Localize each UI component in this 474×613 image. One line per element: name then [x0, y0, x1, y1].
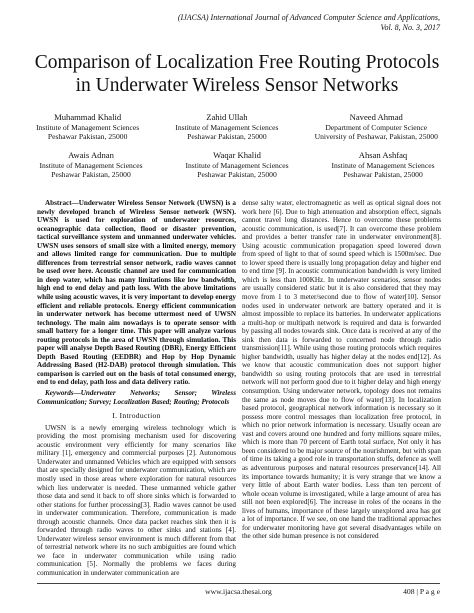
author-location: University of Peshawar, Pakistan, 25000 [314, 132, 438, 142]
page-number: 408 | P a g e [403, 587, 440, 596]
author-location: Peshawar Pakistan, 25000 [51, 169, 131, 179]
author-affiliation: Institute of Management Sciences [36, 123, 140, 132]
author-block [18, 112, 456, 187]
body-paragraph: dense salty water, electromagnetic as well as optical signal does not work here [6]. Due to high attenuation and absorption effect, signals cannot travel long distances. Hence to overcome these problems acoustic communication, is used[7]. It can overcome these problem and provides a better transfer rate in underwater environment[8]. Using acoustic communication propagation speed lowered down from speed of light to that of sound speed which is 1500m/sec. Due to lower speed there is usually long propagation delay and higher end to end time [9]. In acoustic communication bandwidth is very limited which is less than 100KHz. In underwater scenarios, sensor nodes are usually considered static but it is also considered that they may move from 1 to 3 meter/second due to flow of water[10]. Sensor nodes used in underwater network are battery operated and it is almost impossible to replace its batteries. In underwater applications a multi-hop or multipath network is required and data is forwarded by passing all nodes towards sink. Once data is received at any of the sink then data is forwarded to concerned node through radio transmission[11]. While using those routing protocols which requires higher bandwidth, usually has higher delay at the nodes end[12]. As we know that acoustic communication does not support higher bandwidth so using routing protocols that are used in terrestrial network will not perform good due to it higher delay and high energy consumption. Using underwater network, topology does not remains the same as node moves due to flow of water[13]. In localization based protocol, geographical network information is necessary so it possess more control messages than localization free protocol, in which no prior network information is necessary. Usually ocean are vast and covers around one hundred and forty millions square miles, which is more than 70 percent of Earth total surface, Not only it has been considered to be major source of the nourishment, but with span of time its taking a good role in transportation stuffs, defence as well as adventurous purposes and natural resources preservance[14]. All its importance towards humanity; it is very strange that we know a very little of about Earth water bodies. Less than ten percent of whole ocean volume is investigated, while a large amount of area has still not been explored[6]. The increase in roles of the oceans in the lives of humans, importance of these largely unexplored area has got a lot of importance. If we see, on one hand the traditional approaches for underwater monitoring have got several disadvantages while on the other side human presence is not considered [242, 199, 441, 541]
journal-name: (IJACSA) International Journal of Advanced Computer Science and Applications, [177, 13, 440, 22]
author-affiliation: Institute of Management Sciences [185, 160, 289, 170]
abstract: Abstract—Underwater Wireless Sensor Network (UWSN) is a newly developed branch of Wireless Sensor network (WSN). UWSN is used for exploration of underwater resources, oceanographic data collection, flood or disaster prevention, tactical surveillance system and unmanned underwater vehicles. UWSN uses sensors of small size with a limited energy, memory and allows limited range for communication. Due to multiple differences from terrestrial sensor network, radio waves cannot be used over here. Acoustic channel are used for communication in deep water, which has many limitations like low bandwidth, high end to end delay and path loss. With the above limitations while using acoustic waves, it is very important to develop energy efficient and reliable protocols. Energy efficient communication in underwater network has become uttermost need of UWSN technology. The main aim nowadays is to operate sensor with small battery for a longer time. This paper will analyze various routing protocols in the area of UWSN through simulation. This paper will analyse Depth Based Routing (DBR), Energy Efficient Depth Based Routing (EEDBR) and Hop by Hop Dynamic Addressing Based (H2-DAB) protocol through simulation. This comparison is carried out on the basis of total consumed energy, end to end delay, path loss and data delivery ratio. [37, 199, 236, 387]
author-location: Peshawar Pakistan, 25000 [47, 132, 128, 142]
paper-title [20, 51, 454, 97]
author-location: Peshawar Pakistan, 25000 [343, 169, 423, 179]
author-name: Awais Adnan [68, 149, 114, 160]
author-card [185, 150, 288, 180]
author-card [39, 150, 142, 180]
author-name: Zahid Ullah [206, 112, 248, 122]
journal-header [140, 13, 440, 32]
keywords: Keywords—Underwater Networks; Sensor; Wireless Communication; Survey; Localization Based; Routing; Protocols [37, 389, 236, 406]
journal-volume: Vol. 8, No. 3, 2017 [380, 22, 440, 32]
author-row-1 [18, 112, 456, 142]
left-column [37, 199, 236, 578]
author-location: Peshawar Pakistan, 25000 [187, 132, 267, 142]
title-line-1: Comparison of Localization Free Routing Protocols [34, 52, 440, 73]
author-row-2 [18, 150, 456, 180]
author-name: Muhammad Khalid [54, 112, 122, 122]
introduction-paragraph: UWSN is a newly emerging wireless technology which is providing the most promising mechanism used for discovering acoustic environment very efficiently for many scenarios like military [1], emergency and commercial purposes [2]. Autonomous Underwater and unmanned Vehicles which are equipped with sensors that are specially designed for underwater communication, which are mostly used in those areas where exploration for natural resources which lies underwater is needed. These unmanned vehicle gather those data and send it back to off shore sinks which is forwarded to other stations for further processing[3]. Radio waves cannot be used in underwater communication. Therefore, communication is made through acoustic channels. Once data packet reaches sink then it is forwarded through radio waves to other sinks and stations [4]. Underwater wireless sensor environment is much different from that of terrestrial network where its no such ambiguities are found which we face in underwater communication while using radio communication [5]. Normally the problems we faces during communication in underwater communication are [37, 423, 236, 577]
right-column [242, 199, 441, 541]
journal-url[interactable]: www.ijacsa.thesai.org [205, 587, 272, 596]
author-card [175, 112, 278, 142]
author-card [331, 150, 434, 180]
author-affiliation: Institute of Management Sciences [331, 160, 435, 170]
author-card [36, 112, 139, 142]
author-affiliation: Department of Computer Science [325, 123, 428, 132]
author-affiliation: Institute of Management Sciences [175, 123, 279, 132]
author-name: Naveed Ahmad [349, 112, 403, 122]
author-name: Waqar Khalid [213, 149, 261, 160]
author-affiliation: Institute of Management Sciences [39, 160, 143, 170]
author-card [315, 112, 438, 142]
page-footer [37, 583, 440, 598]
author-name: Ahsan Ashfaq [358, 149, 408, 160]
section-heading-introduction: I. Introduction [112, 411, 161, 421]
author-location: Peshawar Pakistan, 25000 [197, 169, 277, 179]
title-line-2: in Underwater Wireless Sensor Networks [75, 75, 399, 96]
